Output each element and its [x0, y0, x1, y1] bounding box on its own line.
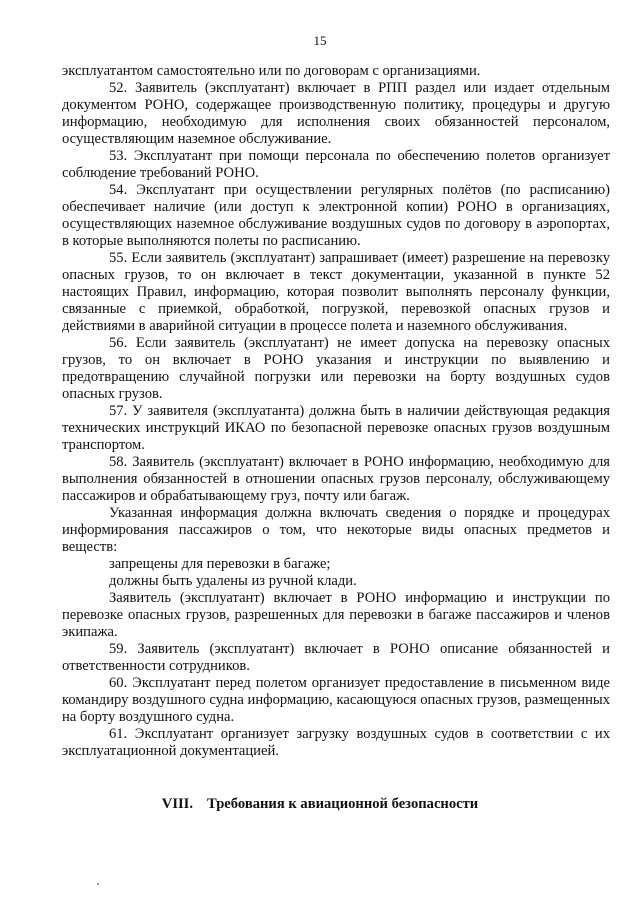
paragraph-continuation: эксплуатантом самостоятельно или по договорам с организациями. — [62, 63, 481, 79]
paragraph-55: 55. Если заявитель (эксплуатант) запрашивает (имеет) разрешение на перевозку опасных грузов, то он включает в текст документации, указанной в пункте 52 настоящих Правил, информацию, которая позволит выполнять персоналу функции, связанные с приемкой, обработкой, погрузкой, перевозкой опасных грузов и действиями в аварийной ситуации в процессе полета и наземного обслуживания. — [62, 250, 610, 334]
paragraph-58: 58. Заявитель (эксплуатант) включает в РОНО информацию, необходимую для выполнения обязанностей в отношении опасных грузов персоналу, обслуживающему пассажиров и обрабатывающему груз, почту или багаж. — [62, 454, 610, 504]
section-heading — [0, 795, 640, 813]
list-item-hand-luggage: должны быть удалены из ручной клади. — [109, 573, 357, 589]
paragraph-52: 52. Заявитель (эксплуатант) включает в РПП раздел или издает отдельным документом РОНО, содержащее производственную политику, процедуры и другую информацию, необходимую для исполнения своих обязанностей персоналом, осуществляющим наземное обслуживание. — [62, 80, 610, 147]
section-title: Требования к авиационной безопасности — [207, 796, 479, 812]
scan-speck — [97, 883, 99, 885]
section-number: VIII. — [161, 796, 194, 812]
paragraph-61: 61. Эксплуатант организует загрузку воздушных судов в соответствии с их эксплуатационной документацией. — [62, 726, 610, 759]
paragraph-58-info: Указанная информация должна включать сведения о порядке и процедурах информирования пассажиров о том, что некоторые виды опасных предметов и веществ: — [62, 505, 610, 555]
list-item-baggage: запрещены для перевозки в багаже; — [109, 556, 331, 572]
paragraph-58-instructions: Заявитель (эксплуатант) включает в РОНО информацию и инструкции по перевозке опасных грузов, разрешенных для перевозки в багаже пассажиров и членов экипажа. — [62, 590, 610, 640]
paragraph-54: 54. Эксплуатант при осуществлении регулярных полётов (по расписанию) обеспечивает наличие (или доступ к электронной копии) РОНО в организациях, осуществляющих наземное обслуживание воздушных судов по договору в аэропортах, в которые выполняются полеты по расписанию. — [62, 182, 610, 249]
paragraph-59: 59. Заявитель (эксплуатант) включает в РОНО описание обязанностей и ответственности сотрудников. — [62, 641, 610, 674]
document-body — [62, 63, 610, 760]
paragraph-56: 56. Если заявитель (эксплуатант) не имеет допуска на перевозку опасных грузов, то он включает в РОНО указания и инструкции по выявлению и предотвращению случайной погрузки или перевозки на борту воздушных судов опасных грузов. — [62, 335, 610, 402]
page-number: 15 — [313, 33, 327, 48]
paragraph-57: 57. У заявителя (эксплуатанта) должна быть в наличии действующая редакция технических инструкций ИКАО по безопасной перевозке опасных грузов воздушным транспортом. — [62, 403, 610, 453]
paragraph-53: 53. Эксплуатант при помощи персонала по обеспечению полетов организует соблюдение требований РОНО. — [62, 148, 610, 181]
paragraph-60: 60. Эксплуатант перед полетом организует предоставление в письменном виде командиру воздушного судна информацию, касающуюся опасных грузов, размещенных на борту воздушного судна. — [62, 675, 610, 725]
